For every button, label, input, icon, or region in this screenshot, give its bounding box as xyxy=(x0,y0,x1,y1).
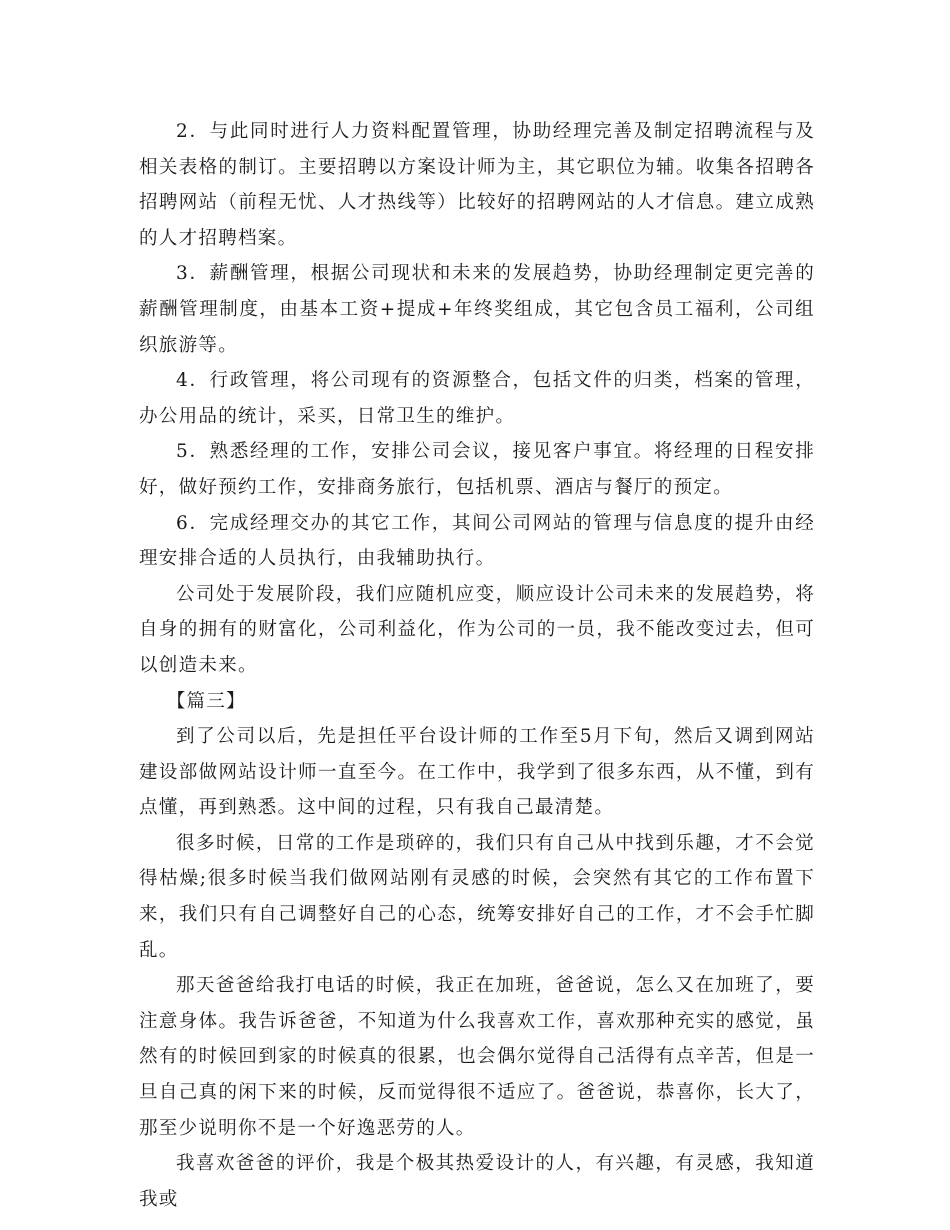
paragraph-closing: 公司处于发展阶段，我们应随机应变，顺应设计公司未来的发展趋势，将自身的拥有的财富化，公司利益化，作为公司的一员，我不能改变过去，但可以创造未来。 xyxy=(139,583,815,676)
paragraph-evaluation: 我喜欢爸爸的评价，我是个极其热爱设计的人，有兴趣，有灵感，我知道我或 xyxy=(139,1153,815,1210)
section-heading: 【篇三】 xyxy=(166,690,246,712)
paragraph-item-4: 4．行政管理，将公司现有的资源整合，包括文件的归类，档案的管理，办公用品的统计，采买，日常卫生的维护。 xyxy=(139,370,815,427)
document-body xyxy=(139,114,815,1217)
paragraph-father-call: 那天爸爸给我打电话的时候，我正在加班，爸爸说，怎么又在加班了，要注意身体。我告诉爸爸，不知道为什么我喜欢工作，喜欢那种充实的感觉，虽然有的时候回到家的时候真的很累，也会偶尔觉得自己活得有点辛苦，但是一旦自己真的闲下来的时候，反而觉得很不适应了。爸爸说，恭喜你，长大了，那至少说明你不是一个好逸恶劳的人。 xyxy=(139,975,815,1139)
paragraph-item-5: 5．熟悉经理的工作，安排公司会议，接见客户事宜。将经理的日程安排好，做好预约工作，安排商务旅行，包括机票、酒店与餐厅的预定。 xyxy=(139,441,815,498)
paragraph-item-2: 2．与此同时进行人力资料配置管理，协助经理完善及制定招聘流程与及相关表格的制订。主要招聘以方案设计师为主，其它职位为辅。收集各招聘各招聘网站（前程无忧、人才热线等）比较好的招聘网站的人才信息。建立成熟的人才招聘档案。 xyxy=(139,121,815,249)
paragraph-item-3: 3．薪酬管理，根据公司现状和未来的发展趋势，协助经理制定更完善的薪酬管理制度，由基本工资+提成+年终奖组成，其它包含员工福利，公司组织旅游等。 xyxy=(139,263,815,356)
paragraph-intro: 到了公司以后，先是担任平台设计师的工作至5月下旬，然后又调到网站建设部做网站设计师一直至今。在工作中，我学到了很多东西，从不懂，到有点懂，再到熟悉。这中间的过程，只有我自己最清楚。 xyxy=(139,726,815,819)
paragraph-item-6: 6．完成经理交办的其它工作，其间公司网站的管理与信息度的提升由经理安排合适的人员执行，由我辅助执行。 xyxy=(139,512,815,570)
paragraph-daily-work: 很多时候，日常的工作是琐碎的，我们只有自己从中找到乐趣，才不会觉得枯燥;很多时候当我们做网站刚有灵感的时候，会突然有其它的工作布置下来，我们只有自己调整好自己的心态，统筹安排好自己的工作，才不会手忙脚乱。 xyxy=(139,832,815,961)
